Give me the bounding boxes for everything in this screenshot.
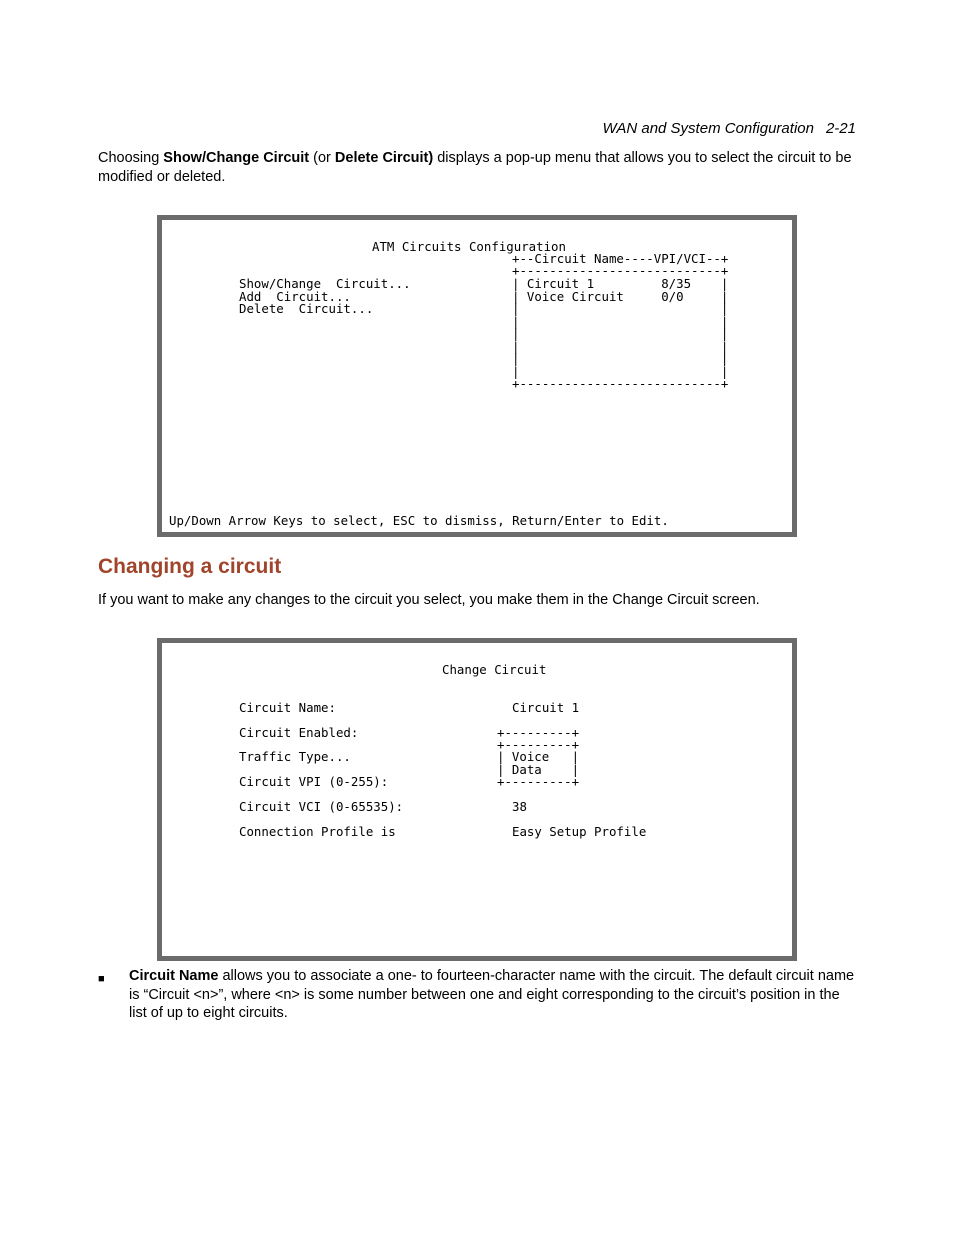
popup-empty-row: | |: [512, 364, 729, 379]
intro-text-1: Choosing: [98, 150, 164, 166]
intro-text-2: (or: [309, 150, 335, 166]
section-heading: Changing a circuit: [98, 555, 282, 578]
page-number: 2-21: [825, 120, 856, 137]
circuit-row-2[interactable]: | Voice Circuit 0/0 |: [512, 289, 729, 304]
atm-circuits-screen: [157, 215, 797, 537]
popup-empty-row: | |: [512, 351, 729, 366]
traffic-option-voice[interactable]: | Voice |: [497, 749, 580, 764]
running-title: WAN and System Configuration: [602, 120, 814, 137]
key-help-footer: Up/Down Arrow Keys to select, ESC to dismiss, Return/Enter to Edit.: [169, 513, 669, 528]
field-label-circuit-vpi: Circuit VPI (0-255):: [239, 774, 389, 789]
bullet-circuit-name: [129, 967, 857, 1023]
traffic-popup-bottom: +---------+: [497, 774, 580, 789]
screen-title: Change Circuit: [442, 662, 547, 677]
menu-item-delete-circuit[interactable]: Delete Circuit...: [239, 301, 374, 316]
field-label-circuit-name: Circuit Name:: [239, 700, 336, 715]
popup-empty-row: | |: [512, 301, 729, 316]
screen-title: ATM Circuits Configuration: [372, 239, 566, 254]
popup-empty-row: | |: [512, 339, 729, 354]
menu-item-show-change-circuit[interactable]: Show/Change Circuit...: [239, 276, 411, 291]
field-value-circuit-name[interactable]: Circuit 1: [512, 700, 580, 715]
circuit-popup-separator: +---------------------------+: [512, 263, 729, 278]
intro-bold-delete: Delete Circuit): [334, 150, 434, 166]
menu-item-add-circuit[interactable]: Add Circuit...: [239, 289, 351, 304]
bullet-term: Circuit Name: [129, 968, 219, 984]
section-body: If you want to make any changes to the circuit you select, you make them in the Change Circuit screen.: [98, 592, 760, 608]
running-head: [602, 119, 856, 139]
circuit-row-1[interactable]: | Circuit 1 8/35 |: [512, 276, 729, 291]
field-label-circuit-vci: Circuit VCI (0-65535):: [239, 799, 404, 814]
popup-empty-row: | |: [512, 314, 729, 329]
traffic-option-data[interactable]: | Data |: [497, 762, 580, 777]
traffic-popup-separator: +---------+: [497, 737, 580, 752]
field-label-circuit-enabled: Circuit Enabled:: [239, 725, 359, 740]
popup-empty-row: | |: [512, 326, 729, 341]
circuit-popup-header: +--Circuit Name----VPI/VCI--+: [512, 251, 729, 266]
intro-bold-show-change: Show/Change Circuit: [163, 150, 310, 166]
bullet-text: allows you to associate a one- to fourteen-character name with the circuit. The default circuit name is “Circuit <n>”, where <n> is some number between one and eight corresponding to the circuit’s position in the list of up to eight circuits.: [129, 968, 855, 1021]
change-circuit-screen: [157, 638, 797, 961]
intro-paragraph: [98, 149, 858, 186]
field-value-connection-profile[interactable]: Easy Setup Profile: [512, 824, 647, 839]
field-label-traffic-type[interactable]: Traffic Type...: [239, 749, 351, 764]
traffic-popup-top: +---------+: [497, 725, 580, 740]
circuit-popup-bottom: +---------------------------+: [512, 376, 729, 391]
bullet-square-icon: ■: [98, 973, 105, 985]
intro-text-3: displays a pop-up menu that allows you to select the circuit to be modified or deleted.: [98, 150, 852, 185]
field-label-connection-profile: Connection Profile is: [239, 824, 396, 839]
field-value-circuit-vci[interactable]: 38: [512, 799, 527, 814]
